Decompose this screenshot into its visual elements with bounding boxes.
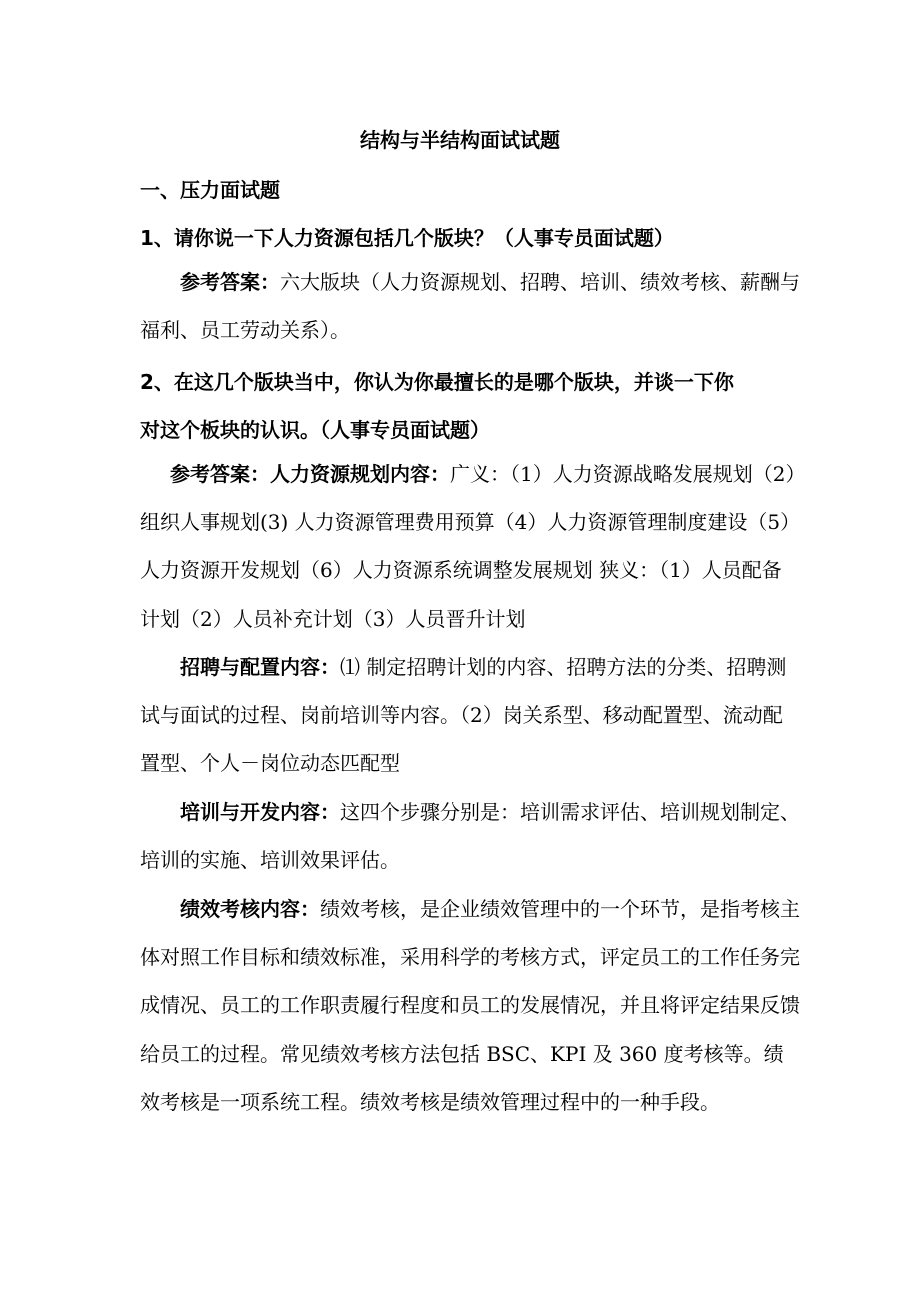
training-text: 这四个步骤分别是：培训需求评估、培训规划制定、培训的实施、培训效果评估。 xyxy=(140,800,800,873)
section-heading-pressure-interview: 一、压力面试题 xyxy=(140,178,280,202)
performance-label: 绩效考核内容： xyxy=(180,897,320,921)
hr-planning-text: 广义：（1）人力资源战略发展规划（2）组织人事规划(3) 人力资源管理费用预算（4）人力资源管理制度建设（5）人力资源开发规划（6）人力资源系统调整发展规划 狭义：（1）人员配备计划（2）人员补充计划（3）人员晋升计划 xyxy=(140,462,796,631)
answer-1-label: 参考答案： xyxy=(180,270,280,294)
hr-planning-label: 人力资源规划内容： xyxy=(270,462,450,486)
training-paragraph xyxy=(140,788,800,884)
recruitment-label: 招聘与配置内容： xyxy=(180,655,340,679)
training-label: 培训与开发内容： xyxy=(180,800,340,824)
performance-text: 绩效考核，是企业绩效管理中的一个环节，是指考核主体对照工作目标和绩效标准，采用科学的考核方式，评定员工的工作任务完成情况、员工的工作职责履行程度和员工的发展情况，并且将评定结果反馈给员工的过程。常见绩效考核方法包括 BSC、KPI 及 360 度考核等。绩效考核是一项系统工程。绩效考核是绩效管理过程中的一种手段。 xyxy=(140,897,800,1114)
recruitment-paragraph xyxy=(140,643,800,788)
question-2-line-1: 2、在这几个版块当中，你认为你最擅长的是哪个版块，并谈一下你 xyxy=(140,370,734,394)
performance-paragraph xyxy=(140,885,800,1126)
recruitment-text: ⑴ 制定招聘计划的内容、招聘方法的分类、招聘测试与面试的过程、岗前培训等内容。（2）岗关系型、移动配置型、流动配置型、个人－岗位动态匹配型 xyxy=(140,655,787,776)
question-1: 1、请你说一下人力资源包括几个版块？（人事专员面试题） xyxy=(140,226,674,250)
answer-2-label: 参考答案： xyxy=(170,462,270,486)
answer-2 xyxy=(140,450,800,643)
document-title: 结构与半结构面试试题 xyxy=(360,128,560,152)
question-2-line-2: 对这个板块的认识。（人事专员面试题） xyxy=(140,418,490,442)
answer-1-text: 六大版块（人力资源规划、招聘、培训、绩效考核、薪酬与福利、员工劳动关系）。 xyxy=(140,270,800,343)
answer-1 xyxy=(140,258,800,354)
